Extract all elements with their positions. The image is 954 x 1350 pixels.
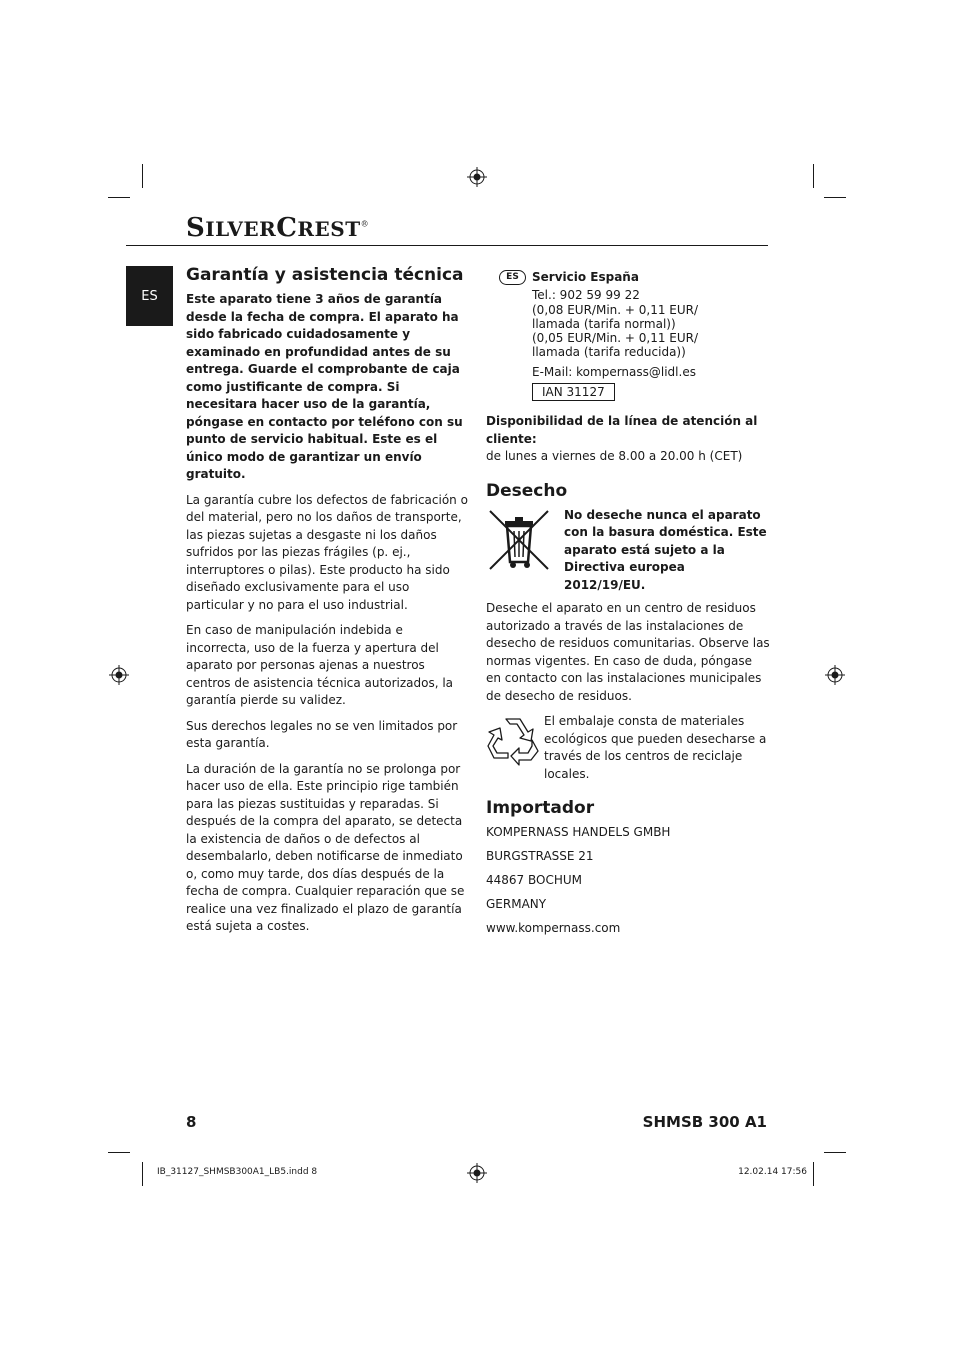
right-column [486, 270, 770, 944]
warranty-heading: Garantía y asistencia técnica [186, 265, 464, 285]
importer-country: GERMANY [486, 897, 547, 912]
print-slug-date: 12.02.14 17:56 [738, 1167, 807, 1177]
packaging-text: El embalaje consta de materiales ecológicos que pueden desecharse a través de los centros de reciclaje locales. [544, 714, 767, 781]
page-number: 8 [186, 1113, 197, 1131]
service-block [486, 270, 770, 401]
warranty-section [186, 264, 470, 944]
disposal-warning: No deseche nunca el aparato con la basura doméstica. Este aparato está sujeto a la Directiva europea 2012/19/EU. [564, 507, 767, 592]
warranty-paragraph: La duración de la garantía no se prolonga por hacer uso de ella. Este principio rige también para las piezas sustituidas y reparadas. Si después de la compra del aparato, se detecta la existencia de daños o de defectos al desembalarlo, deben notificarse de inmediato o, como muy tarde, dos días después de la fecha de compra. Cualquier reparación que se realice una vez finalizado el plazo de garantía está sujeta a costes. [186, 761, 465, 933]
importer-street: BURGSTRASSE 21 [486, 849, 594, 864]
registration-mark-icon [467, 1163, 487, 1183]
importer-website: www.kompernass.com [486, 921, 621, 936]
service-email: E-Mail: kompernass@lidl.es [532, 364, 696, 379]
importer-company: KOMPERNASS HANDELS GMBH [486, 825, 671, 840]
service-tel: Tel.: 902 59 99 22 [532, 288, 640, 303]
availability-hours: de lunes a viernes de 8.00 a 20.00 h (CET) [486, 449, 743, 464]
importer-city: 44867 BOCHUM [486, 873, 582, 888]
service-rate: (0,08 EUR/Min. + 0,11 EUR/ [532, 302, 699, 317]
service-title: Servicio España [532, 270, 639, 284]
language-tab: ES [126, 266, 173, 326]
crop-mark [142, 164, 143, 188]
crop-mark [108, 1152, 130, 1153]
availability-label: Disponibilidad de la línea de atención al cliente: [486, 414, 758, 446]
model-number: SHMSB 300 A1 [642, 1113, 767, 1131]
ian-box: IAN 31127 [532, 383, 615, 401]
warranty-paragraph: En caso de manipulación indebida e incorrecta, uso de la fuerza y apertura del aparato por personas ajenas a nuestros centros de asistencia técnica autorizados, la garantía pierde su validez. [186, 623, 454, 707]
print-slug-file: IB_31127_SHMSB300A1_LB5.indd 8 [157, 1167, 318, 1177]
crop-mark [142, 1162, 143, 1186]
disposal-warning-block [486, 507, 770, 595]
registration-mark-icon [825, 665, 845, 685]
disposal-body: Deseche el aparato en un centro de residuos autorizado a través de las instalaciones de desecho de residuos comunitarias. Observe las normas vigentes. En caso de duda, póngase en contacto con las instalaciones municipales de desecho de residuos. [486, 601, 770, 703]
crop-mark [813, 164, 814, 188]
registration-mark-icon [467, 167, 487, 187]
recycle-icon [486, 713, 540, 767]
country-badge: ES [499, 270, 526, 285]
crop-mark [824, 1152, 846, 1153]
warranty-paragraph: Sus derechos legales no se ven limitados por esta garantía. [186, 718, 458, 750]
packaging-block [486, 713, 770, 783]
crossed-bin-icon [486, 507, 552, 573]
crop-mark [813, 1162, 814, 1186]
registration-mark-icon [109, 665, 129, 685]
service-rate: (0,05 EUR/Min. + 0,11 EUR/ [532, 331, 699, 346]
service-rate: llamada (tarifa reducida)) [532, 345, 686, 360]
header-rule [126, 245, 768, 246]
warranty-paragraph: La garantía cubre los defectos de fabricación o del material, pero no los daños de transporte, las piezas sujetas a desgaste ni los daños sufridos por las piezas frágiles (p. ej., interruptores o pilas). Este producto ha sido diseñado exclusivamente para el uso particular y no para el uso industrial. [186, 492, 468, 612]
importer-heading: Importador [486, 798, 595, 819]
warranty-intro: Este aparato tiene 3 años de garantía desde la fecha de compra. El aparato ha sido fabricado cuidadosamente y examinado en profundidad antes de su entrega. Guarde el comprobante de caja como justificante de compra. Si necesitara hacer uso de la garantía, póngase en contacto por teléfono con su punto de servicio habitual. Este es el único modo de garantizar un envío gratuito. [186, 292, 463, 481]
crop-mark [108, 197, 130, 198]
crop-mark [824, 197, 846, 198]
disposal-heading: Desecho [486, 480, 568, 501]
service-rate: llamada (tarifa normal)) [532, 316, 676, 331]
brand-logo: SILVERCREST® [186, 213, 370, 243]
